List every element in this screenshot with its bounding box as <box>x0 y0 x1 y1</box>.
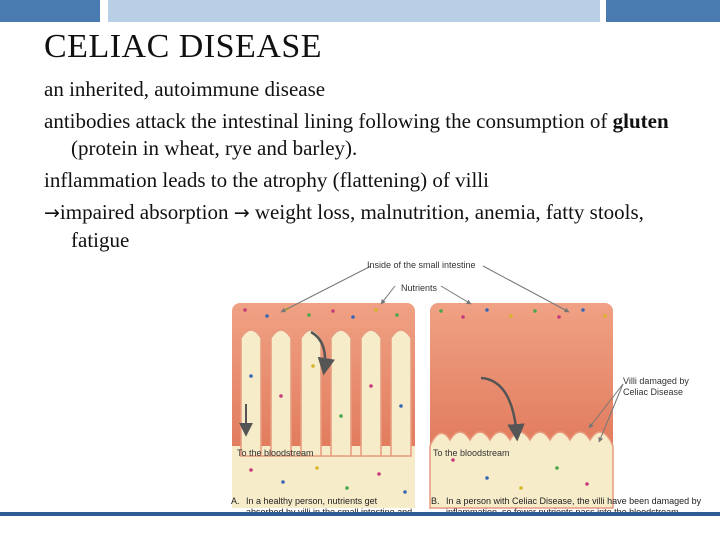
label-villi-damaged: Villi damaged by Celiac Disease <box>623 376 689 397</box>
bullet-list <box>44 76 694 259</box>
panel-a-healthy <box>232 303 415 508</box>
arrow-icon: → <box>44 202 60 224</box>
bullet-2-tail: (protein in wheat, rye and barley). <box>71 136 358 160</box>
bullet-3: inflammation leads to the atrophy (flattening) of villi <box>44 168 489 192</box>
caption-a-letter: A. <box>231 496 240 506</box>
footer-bar <box>0 516 720 540</box>
bullet-2-text: antibodies attack the intestinal lining following the consumption of <box>44 109 613 133</box>
top-bar <box>0 0 720 22</box>
label-bloodstream-a: To the bloodstream <box>237 448 314 458</box>
label-bloodstream-b: To the bloodstream <box>433 448 510 458</box>
caption-b-letter: B. <box>431 496 440 506</box>
intestine-diagram <box>221 256 707 536</box>
bullet-4 <box>44 199 694 254</box>
header-panel-right <box>606 0 720 22</box>
label-nutrients: Nutrients <box>401 283 438 293</box>
caption-b: In a person with Celiac Disease, the villi have been damaged by <box>446 496 702 506</box>
slide-title: CELIAC DISEASE <box>44 28 323 65</box>
caption-a: In a healthy person, nutrients get <box>246 496 378 506</box>
header-panel-left <box>0 0 100 22</box>
bullet-4-part-2: weight loss, malnutrition, anemia, fatty stools, fatigue <box>71 200 644 252</box>
bullet-2 <box>44 108 694 162</box>
panel-b-damaged <box>430 303 613 508</box>
gluten-term: gluten <box>612 109 669 133</box>
bullet-1: an inherited, autoimmune disease <box>44 77 326 101</box>
header-panel-middle <box>108 0 600 22</box>
arrow-icon: → <box>233 202 250 224</box>
bullet-4-part-1: impaired absorption <box>59 200 234 224</box>
label-inside-intestine: Inside of the small intestine <box>367 260 476 270</box>
